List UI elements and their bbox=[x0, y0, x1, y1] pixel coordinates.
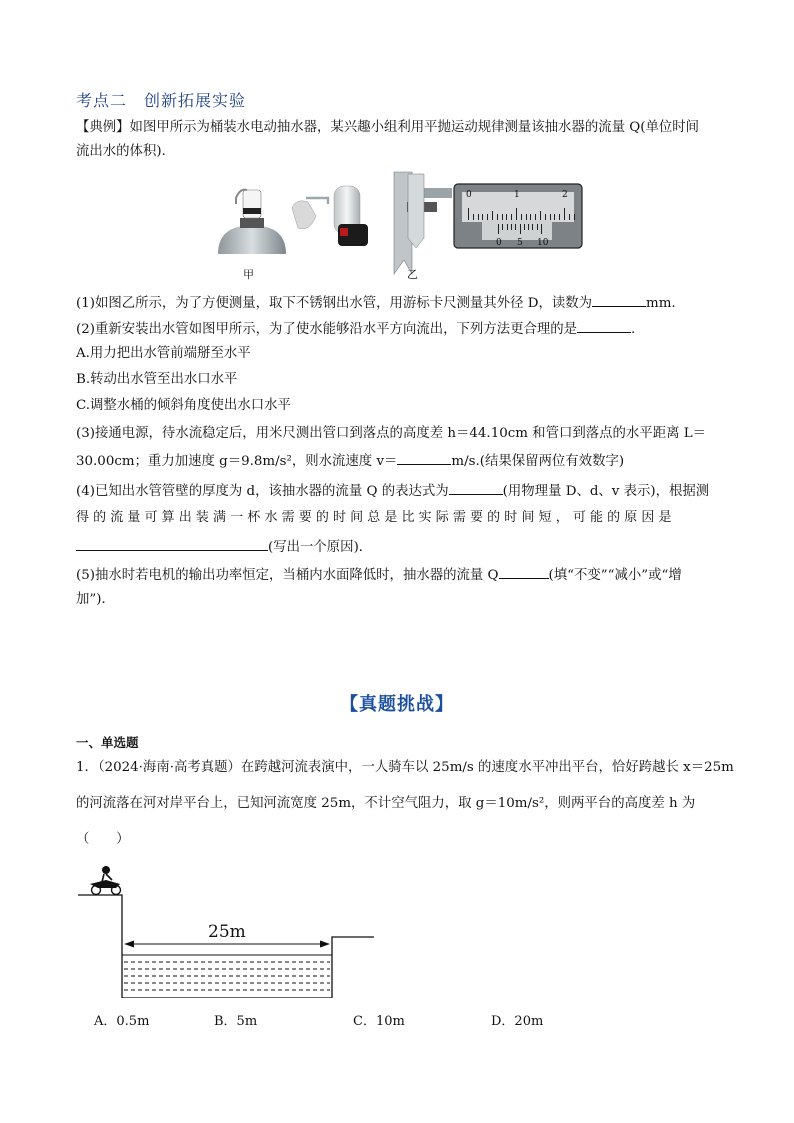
water-jug-photo bbox=[218, 190, 286, 254]
question-4-line2: 得 的 流 量 可 算 出 装 满 一 杯 水 需 要 的 时 间 总 是 比 实 际 需 要 的 时 间 短 ， 可 能 的 原 因 是 bbox=[76, 510, 672, 525]
choice-d[interactable]: D．20m bbox=[491, 1014, 544, 1029]
answer-blank-4[interactable] bbox=[449, 480, 503, 495]
figure-caption-jia: 甲 bbox=[243, 268, 254, 281]
question-4-line1 bbox=[76, 480, 709, 502]
vernier-scale-tick bbox=[502, 224, 503, 230]
pump-figure bbox=[212, 168, 592, 280]
question-4-end: (写出一个原因)． bbox=[268, 540, 373, 555]
main-scale-tick bbox=[516, 208, 517, 220]
question-3-line2 bbox=[76, 450, 624, 472]
problem-1-answer-parens: （ ） bbox=[76, 832, 130, 847]
main-scale-tick bbox=[468, 208, 469, 220]
question-5-text: (5)抽水时若电机的输出功率恒定，当桶内水面降低时，抽水器的流量 Q bbox=[76, 568, 499, 583]
question-3-unit: m/s.(结果保留两位有效数字) bbox=[451, 454, 625, 469]
answer-blank-3[interactable] bbox=[397, 450, 451, 465]
question-4-text: (4)已知出水管管壁的厚度为 d，该抽水器的流量 Q 的表达式为 bbox=[76, 484, 449, 499]
vernier-scale-tick bbox=[511, 224, 512, 230]
main-scale-tick bbox=[526, 214, 527, 220]
vernier-label-0: 0 bbox=[496, 238, 502, 248]
main-scale-tick bbox=[535, 214, 536, 220]
real-exam-banner: 【真题挑战】 bbox=[340, 694, 454, 715]
main-scale-label-2: 2 bbox=[562, 190, 568, 200]
vernier-caliper-photo bbox=[394, 172, 452, 274]
figure-caption-yi: 乙 bbox=[407, 268, 418, 281]
question-3-text: 30.00cm；重力加速度 g＝9.8m/s²，则水流速度 v＝ bbox=[76, 454, 398, 469]
vernier-scale-tick bbox=[528, 224, 529, 230]
problem-1-line2: 的河流落在河对岸平台上，已知河流宽度 25m，不计空气阻力，取 g＝10m/s²，则两平台的高度差 h 为 bbox=[76, 796, 696, 811]
main-scale-tick bbox=[564, 208, 565, 220]
choice-a[interactable]: A．0.5m bbox=[94, 1014, 150, 1029]
question-3-line1: (3)接通电源，待水流稳定后，用米尺测出管口到落点的高度差 h＝44.10cm 和管口到落点的水平距离 L＝ bbox=[76, 426, 707, 441]
section-title: 考点二 创新拓展实验 bbox=[76, 91, 247, 110]
choice-b[interactable]: B．5m bbox=[214, 1014, 258, 1029]
main-scale-label-0: 0 bbox=[466, 190, 472, 200]
main-scale-tick bbox=[530, 214, 531, 220]
water-surface bbox=[124, 962, 330, 990]
example-intro-line1: 【典例】如图甲所示为桶装水电动抽水器，某兴趣小组利用平抛运动规律测量该抽水器的流量 Q(单位时间 bbox=[76, 120, 700, 135]
answer-blank-5[interactable] bbox=[499, 564, 549, 579]
main-scale-tick bbox=[559, 214, 560, 220]
question-5-hint: (填“不变”“减小”或“增 bbox=[548, 568, 682, 583]
vernier-scale-tick bbox=[507, 224, 508, 230]
main-scale-tick bbox=[497, 214, 498, 220]
vernier-label-10: 10 bbox=[537, 238, 549, 248]
problem-1-line1: 1．（2024·海南·高考真题）在跨越河流表演中，一人骑车以 25m/s 的速度水平冲出平台，恰好跨越长 x＝25m bbox=[76, 760, 734, 775]
pump-figure-drawing bbox=[212, 168, 592, 280]
vernier-scale-tick bbox=[541, 224, 542, 234]
main-scale-tick bbox=[569, 214, 570, 220]
vernier-scale-tick bbox=[515, 224, 516, 230]
main-scale-tick bbox=[511, 214, 512, 220]
question-4-hint: (用物理量 D、d、v 表示)，根据测 bbox=[502, 484, 710, 499]
question-1-text: (1)如图乙所示，为了方便测量，取下不锈钢出水管，用游标卡尺测量其外径 D，读数为 bbox=[76, 296, 593, 311]
vernier-label-5: 5 bbox=[517, 238, 523, 248]
main-scale-tick bbox=[545, 214, 546, 220]
main-scale-tick bbox=[487, 214, 488, 220]
river-width-label: 25m bbox=[208, 922, 246, 942]
vernier-scale-tick bbox=[498, 224, 499, 234]
main-scale-tick bbox=[550, 214, 551, 220]
main-scale-label-1: 1 bbox=[514, 190, 520, 200]
main-scale-tick bbox=[482, 214, 483, 220]
hand-holding-pump-photo bbox=[292, 186, 368, 246]
question-2 bbox=[76, 318, 635, 340]
main-scale-tick bbox=[492, 211, 493, 220]
main-scale-tick bbox=[506, 214, 507, 220]
question-4-line3 bbox=[76, 536, 372, 558]
rider-on-bike-icon bbox=[90, 866, 121, 895]
main-scale-tick bbox=[478, 214, 479, 220]
question-2-end: . bbox=[631, 322, 636, 337]
answer-blank-2[interactable] bbox=[577, 318, 631, 333]
vernier-scale-tick bbox=[537, 224, 538, 230]
main-scale-tick bbox=[574, 214, 575, 220]
single-choice-heading: 一、单选题 bbox=[76, 735, 139, 750]
question-1-unit: mm. bbox=[646, 296, 676, 311]
main-scale-tick bbox=[554, 214, 555, 220]
question-5-line2: 加”)． bbox=[76, 592, 115, 607]
main-scale-tick bbox=[473, 214, 474, 220]
option-2a: A.用力把出水管前端掰至水平 bbox=[76, 346, 251, 361]
main-scale-tick bbox=[502, 214, 503, 220]
answer-blank-1[interactable] bbox=[592, 292, 646, 307]
answer-blank-4b[interactable] bbox=[76, 536, 268, 551]
question-5-line1 bbox=[76, 564, 682, 586]
vernier-scale-tick bbox=[524, 224, 525, 230]
main-scale-tick bbox=[540, 211, 541, 220]
option-2b: B.转动出水管至出水口水平 bbox=[76, 372, 238, 387]
choice-c[interactable]: C．10m bbox=[353, 1014, 405, 1029]
example-intro-line2: 流出水的体积)． bbox=[76, 144, 175, 159]
main-scale-tick bbox=[521, 214, 522, 220]
question-2-text: (2)重新安装出水管如图甲所示，为了使水能够沿水平方向流出，下列方法更合理的是 bbox=[76, 322, 578, 337]
vernier-scale-tick bbox=[520, 224, 521, 234]
question-1 bbox=[76, 292, 676, 314]
vernier-scale-tick bbox=[532, 224, 533, 230]
option-2c: C.调整水桶的倾斜角度使出水口水平 bbox=[76, 398, 291, 413]
river-figure bbox=[76, 858, 386, 998]
